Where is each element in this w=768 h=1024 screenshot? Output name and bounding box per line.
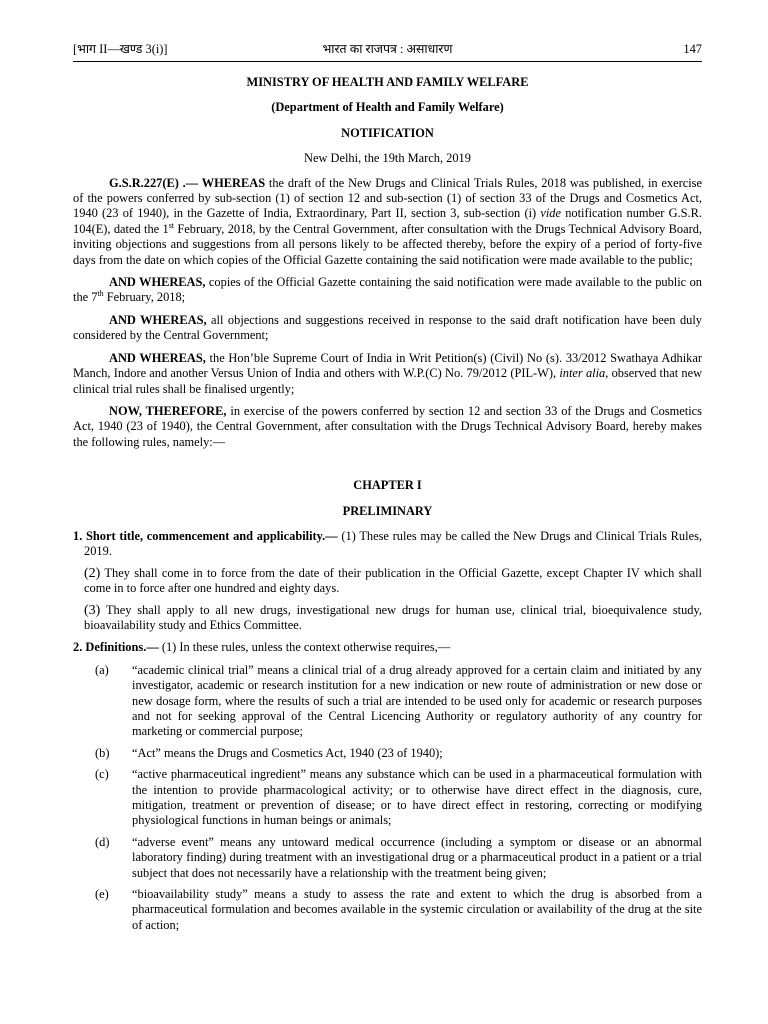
definition-item: (e) “bioavailability study” means a study to assess the rate and extent to which the drug is absorbed from a pharmaceutical formulation and becomes available in the systemic circulation or availability of the drug at the site of action; xyxy=(95,887,702,932)
chapter-title: PRELIMINARY xyxy=(342,503,433,518)
rule-1-subrule-3: (3) They shall apply to all new drugs, investigational new drugs for human use, clinical trial, bioequivalence study, bioavailability study and Ethics Committee. xyxy=(84,602,702,632)
definition-item: (a) “academic clinical trial” means a clinical trial of a drug already approved for a certain claim and initiated by any investigator, academic or research institution for a new indication or new route of administration or new dose or new dosage form, where the results of such a trial are intended to be used only for academic or research purposes and not for seeking approval of the Central Licencing Authority or regulatory authority of any country for marketing or commercial purpose; xyxy=(95,662,702,739)
preamble-paragraph-3: AND WHEREAS, all objections and suggestions received in response to the said draft notification have been duly considered by the Central Government; xyxy=(73,312,702,343)
preamble-paragraph-4: AND WHEREAS, the Hon’ble Supreme Court of India in Writ Petition(s) (Civil) No (s). 33/2012 Swathaya Adhikar Manch, Indore and another Versus Union of India and others with W.P.(C) No. 79/2012 (PIL-W), inter alia, observed that new clinical trial rules shall be finalised urgently; xyxy=(73,350,703,396)
preamble-paragraph-5: NOW, THEREFORE, in exercise of the powers conferred by section 12 and section 33 of the Drugs and Cosmetics Act, 1940 (23 of 1940), the Central Government, after consultation with the Drugs Technical Advisory Board, hereby makes the following rules, namely:— xyxy=(73,403,702,449)
document-body xyxy=(73,75,702,939)
chapter-number: CHAPTER I xyxy=(353,478,422,493)
rule-1: 1. Short title, commencement and applicability.— (1) These rules may be called the New Drugs and Clinical Trials Rules, 2019. xyxy=(73,528,702,559)
rule-2-heading: 2. Definitions.— xyxy=(73,640,159,655)
notification-heading: NOTIFICATION xyxy=(341,125,434,140)
header-part-section: [भाग II—खण्ड 3(i)] xyxy=(73,42,168,56)
definition-item: (c) “active pharmaceutical ingredient” means any substance which can be used in a pharmaceutical formulation with the intention to provide pharmacological activity; or to otherwise have direct effect in the diagnosis, cure, mitigation, treatment or prevention of disease; or to have direct effect in restoring, correcting or modifying physiological functions in human beings or animals; xyxy=(95,767,702,828)
header-divider xyxy=(73,61,702,62)
preamble-paragraph-2: AND WHEREAS, copies of the Official Gazette containing the said notification were made available to the public on the 7th February, 2018; xyxy=(73,275,702,305)
date-line: New Delhi, the 19th March, 2019 xyxy=(304,151,471,166)
header-page-number: 147 xyxy=(683,42,702,56)
ministry-heading: MINISTRY OF HEALTH AND FAMILY WELFARE xyxy=(246,75,529,89)
preamble-paragraph-1: G.S.R.227(E) .— WHEREAS the draft of the New Drugs and Clinical Trials Rules, 2018 was published, in exercise of the powers conferred by sub-section (1) of section 12 and sub-section (1) of section 33 of the Drugs and Cosmetics Act, 1940 (23 of 1940), in the Gazette of India, Extraordinary, Part II, section 3, sub-section (i) vide notification number G.S.R. 104(E), dated the 1st February, 2018, by the Central Government, after consultation with the Drugs Technical Advisory Board, inviting objections and suggestions from all persons likely to be affected thereby, before the expiry of a period of forty-five days from the date on which copies of the Official Gazette containing the said notification were made available to the public; xyxy=(73,175,702,267)
definition-item: (d) “adverse event” means any untoward medical occurrence (including a symptom or disease or an abnormal laboratory finding) during treatment with an investigational drug or a pharmaceutical product in a patient or a trial subject that does not necessarily have a relationship with the treatment being given; xyxy=(95,834,702,880)
department-heading: (Department of Health and Family Welfare) xyxy=(271,100,504,115)
definitions-list xyxy=(73,663,702,934)
definition-item: (b) “Act” means the Drugs and Cosmetics Act, 1940 (23 of 1940); xyxy=(95,745,443,760)
gsr-reference: G.S.R.227(E) .— WHEREAS xyxy=(109,175,266,190)
rule-2: 2. Definitions.— (1) In these rules, unless the context otherwise requires,— xyxy=(73,640,451,655)
header-gazette-title: भारत का राजपत्र : असाधारण xyxy=(322,42,453,56)
page-header xyxy=(73,42,702,60)
rule-1-heading: 1. Short title, commencement and applicability.— xyxy=(73,528,338,543)
rule-1-subrule-2: (2) They shall come in to force from the date of their publication in the Official Gazette, except Chapter IV which shall come in to force after one hundred and eighty days. xyxy=(84,565,702,596)
